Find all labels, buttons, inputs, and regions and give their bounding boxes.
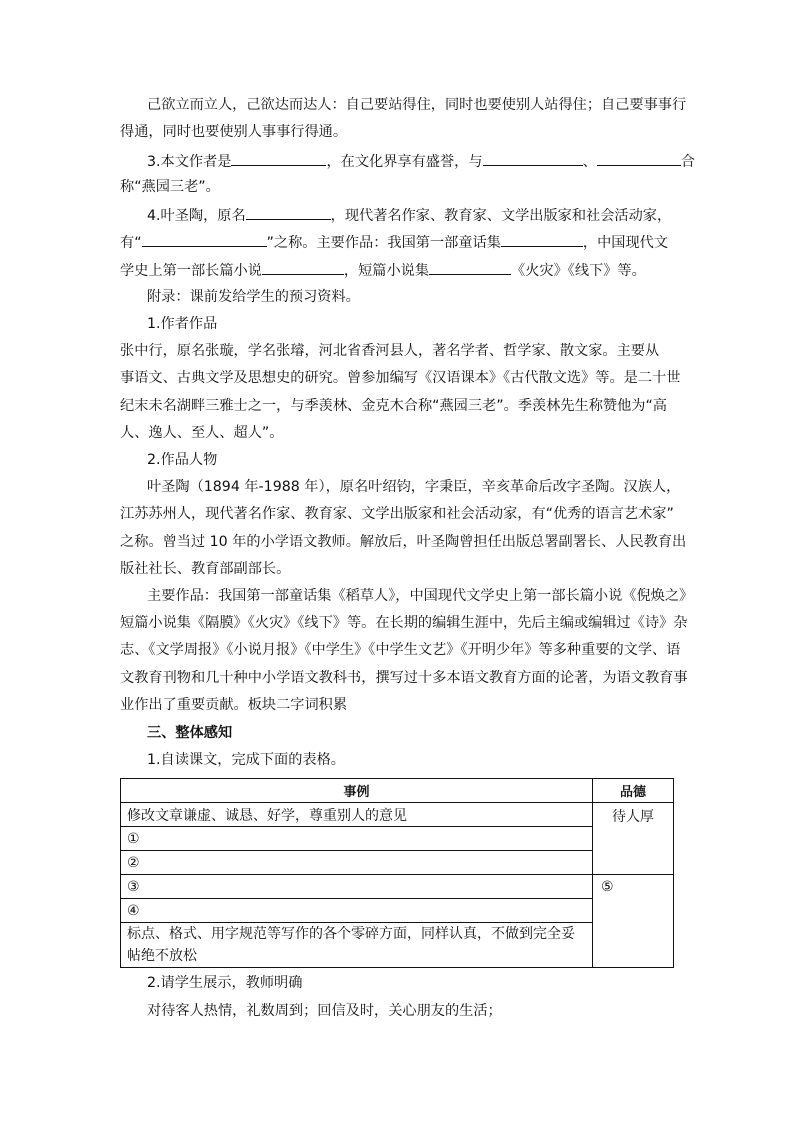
answer-blank[interactable]	[483, 150, 583, 166]
paragraph-line: 文教育刊物和几十种中小学语文教科书，撰写过十多本语文教育方面的论著，为语文教育事	[120, 670, 688, 686]
section-heading: 三、整体感知	[147, 725, 233, 741]
table-cell-blank[interactable]: ②	[121, 851, 593, 875]
paragraph-line: 纪末未名湖畔三雅士之一，与季羡林、金克木合称“燕园三老”。季羡林先生称赞他为“高	[120, 398, 667, 414]
table-cell-blank[interactable]: ①	[121, 827, 593, 851]
paragraph-line: 得通，同时也要使别人事事行得通。	[120, 124, 348, 140]
paragraph-line: 己欲立而立人，己欲达而达人：自己要站得住，同时也要使别人站得住；自己要事事行	[147, 97, 687, 113]
paragraph-line: 短篇小说集《隔膜》《火灾》《线下》等。在长期的编辑生涯中，先后主编或编辑过《诗》杂	[120, 615, 688, 631]
paragraph-line: 叶圣陶（1894 年-1988 年），原名叶绍钧，字秉臣，辛亥革命后改字圣陶。汉族人，	[147, 479, 681, 495]
table-cell-virtue-blank[interactable]: ⑤	[593, 875, 674, 968]
answer-blank[interactable]	[246, 204, 331, 220]
task-instruction: 1.自读课文，完成下面的表格。	[147, 752, 345, 768]
paragraph-line: 志、《文学周报》《小说月报》《中学生》《中学生文艺》《开明少年》等多种重要的文学、语	[120, 642, 681, 658]
question-4-line2: 有“ ”之称。主要作品：我国第一部童话集 ，中国现代文	[120, 231, 668, 253]
table-cell-blank[interactable]: ③	[121, 875, 593, 899]
section-heading: 2.作品人物	[147, 452, 218, 468]
paragraph-line: 对待客人热情，礼数周到；回信及时，关心朋友的生活；	[147, 1003, 502, 1019]
answer-blank[interactable]	[501, 231, 583, 247]
answer-blank[interactable]	[597, 150, 681, 166]
paragraph-line: 称“燕园三老”。	[120, 179, 220, 195]
table-cell-virtue: 待人厚	[593, 803, 674, 875]
virtue-table	[120, 778, 674, 968]
table-cell: 修改文章谦虚、诚恳、好学，尊重别人的意见	[121, 803, 593, 827]
question-4-line3: 学史上第一部长篇小说 ，短篇小说集 《火灾》《线下》等。	[120, 259, 646, 281]
table-header-virtue: 品德	[593, 779, 674, 803]
paragraph-line: 主要作品：我国第一部童话集《稻草人》，中国现代文学史上第一部长篇小说《倪焕之》	[147, 588, 694, 604]
answer-blank[interactable]	[231, 150, 326, 166]
question-3: 3.本文作者是 ，在文化界享有盛誉，与 、 合	[147, 150, 695, 172]
answer-blank[interactable]	[429, 259, 511, 275]
answer-blank[interactable]	[262, 259, 344, 275]
table-cell: 标点、格式、用字规范等写作的各个零碎方面，同样认真，不做到完全妥帖绝不放松	[121, 923, 593, 968]
paragraph-line: 张中行，原名张璇，学名张璿，河北省香河县人，著名学者、哲学家、散文家。主要从	[120, 343, 660, 359]
answer-blank[interactable]	[142, 231, 267, 247]
paragraph-line: 人、逸人、至人、超人”。	[120, 425, 284, 441]
appendix-note: 附录：课前发给学生的预习资料。	[147, 289, 360, 305]
task-instruction: 2.请学生展示，教师明确	[147, 975, 303, 991]
paragraph-line: 业作出了重要贡献。板块二字词积累	[120, 697, 348, 713]
question-4: 4.叶圣陶，原名 ，现代著名作家、教育家、文学出版家和社会活动家，	[147, 204, 671, 226]
table-header-example: 事例	[121, 779, 593, 803]
section-heading: 1.作者作品	[147, 316, 218, 332]
paragraph-line: 事语文、古典文学及思想史的研究。曾参加编写《汉语课本》《古代散文选》等。是二十世	[120, 370, 681, 386]
paragraph-line: 之称。曾当过 10 年的小学语文教师。解放后，叶圣陶曾担任出版总署副署长、人民教育出	[120, 534, 687, 550]
table-cell-blank[interactable]: ④	[121, 899, 593, 923]
paragraph-line: 江苏苏州人，现代著名作家、教育家、文学出版家和社会活动家，有“优秀的语言艺术家”	[120, 506, 674, 522]
paragraph-line: 版社社长、教育部副部长。	[120, 561, 291, 577]
